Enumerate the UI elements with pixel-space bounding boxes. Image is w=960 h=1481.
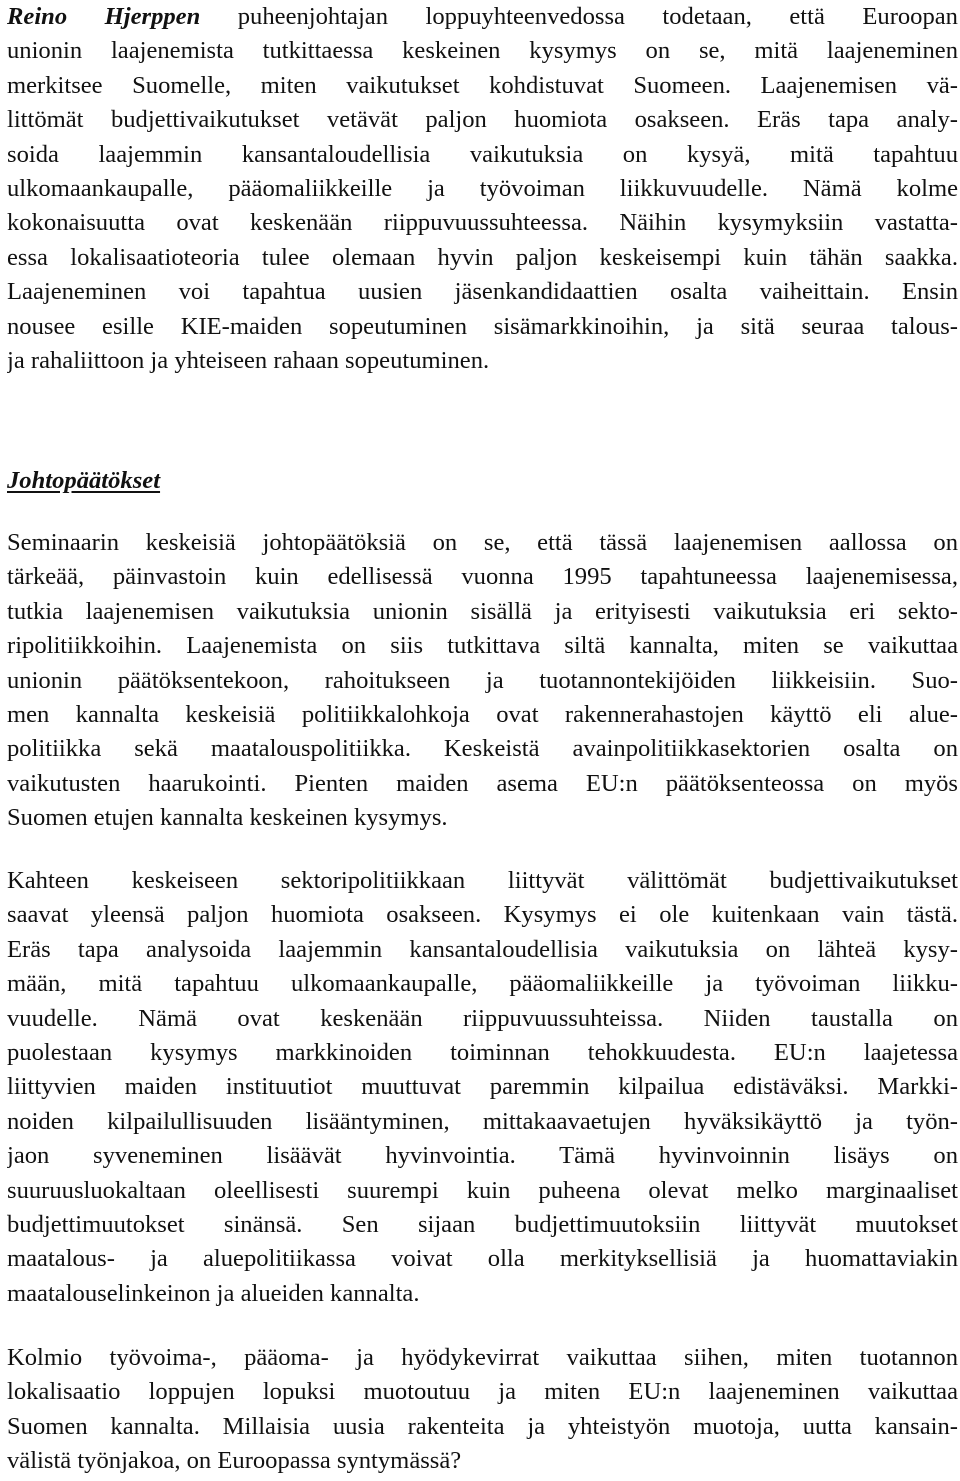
paragraph-line: saavat yleensä paljon huomiota osakseen. Kysymys ei ole kuitenkaan vain tästä. xyxy=(7,901,958,929)
paragraph-line: noiden kilpailullisuuden lisääntyminen, mittakaavaetujen hyväksikäyttö ja työn- xyxy=(7,1107,958,1135)
paragraph-line: puolestaan kysymys markkinoiden toiminnan tehokkuudesta. EU:n laajetessa xyxy=(7,1038,958,1066)
paragraph-line: Seminaarin keskeisiä johtopäätöksiä on se, että tässä laajenemisen aallossa on xyxy=(7,529,958,556)
paragraph-line: unionin päätöksentekoon, rahoitukseen ja tuotannontekijöiden liikkeisiin. Suo- xyxy=(7,666,958,694)
paragraph-line: maatalous- ja aluepolitiikassa voivat olla merkityksellisiä ja huomattaviakin xyxy=(7,1245,958,1273)
paragraph-line: budjettimuutokset sinänsä. Sen sijaan budjettimuutoksiin liittyvät muutokset xyxy=(7,1210,958,1238)
author-name: Reino Hjerppen xyxy=(7,3,201,30)
paragraph-line: tutkia laajenemisen vaikutuksia unionin sisällä ja erityisesti vaikutuksia eri sekto- xyxy=(7,597,958,625)
paragraph-line xyxy=(7,0,958,34)
paragraph-line: jaon syveneminen lisäävät hyvinvointia. Tämä hyvinvoinnin lisäys on xyxy=(7,1142,958,1170)
paragraph-line: unionin laajenemista tutkittaessa keskeinen kysymys on se, mitä laajeneminen xyxy=(7,37,958,65)
paragraph-line: välistä työnjakoa, on Euroopassa syntymässä? xyxy=(7,1447,462,1475)
paragraph-line: ja rahaliittoon ja yhteiseen rahaan sopeutuminen. xyxy=(7,346,490,374)
paragraph-line: Suomen kannalta. Millaisia uusia rakenteita ja yhteistyön muotoja, uutta kansain- xyxy=(7,1412,958,1440)
paragraph-line: kokonaisuutta ovat keskenään riippuvuussuhteessa. Näihin kysymyksiin vastatta- xyxy=(7,209,958,237)
paragraph-line: lokalisaatio loppujen lopuksi muotoutuu ja miten EU:n laajeneminen vaikuttaa xyxy=(7,1378,958,1406)
conclusions-paragraph-2 xyxy=(7,864,958,1311)
conclusions-paragraph-1 xyxy=(7,526,958,836)
paragraph-line: littömät budjettivaikutukset vetävät paljon huomiota osakseen. Eräs tapa analy- xyxy=(7,106,958,134)
paragraph-line: mään, mitä tapahtuu ulkomaankaupalle, pääomaliikkeille ja työvoiman liikku- xyxy=(7,970,958,998)
paragraph-line: Kahteen keskeiseen sektoripolitiikkaan liittyvät välittömät budjettivaikutukset xyxy=(7,867,958,894)
paragraph-line: vuudelle. Nämä ovat keskenään riippuvuussuhteissa. Niiden taustalla on xyxy=(7,1004,958,1032)
paragraph-line: Eräs tapa analysoida laajemmin kansantaloudellisia vaikutuksia on lähteä kysy- xyxy=(7,935,958,963)
paragraph-line: men kannalta keskeisiä politiikkalohkoja ovat rakennerahastojen käyttö eli alue- xyxy=(7,700,958,728)
paragraph-line: Suomen etujen kannalta keskeinen kysymys. xyxy=(7,804,448,832)
paragraph-line: ripolitiikkoihin. Laajenemista on siis tutkittava siltä kannalta, miten se vaikuttaa xyxy=(7,632,958,660)
paragraph-line: soida laajemmin kansantaloudellisia vaikutuksia on kysyä, mitä tapahtuu xyxy=(7,140,958,168)
paragraph-line: tärkeää, päinvastoin kuin edellisessä vuonna 1995 tapahtuneessa laajenemisessa, xyxy=(7,563,958,591)
paragraph-line: suuruusluokaltaan oleellisesti suurempi kuin puheena olevat melko marginaaliset xyxy=(7,1176,958,1204)
paragraph-line: vaikutusten haarukointi. Pienten maiden asema EU:n päätöksenteossa on myös xyxy=(7,769,958,797)
paragraph-line: ulkomaankaupalle, pääomaliikkeille ja työvoiman liikkuvuudelle. Nämä kolme xyxy=(7,174,958,202)
paragraph-line: essa lokalisaatioteoria tulee olemaan hyvin paljon keskeisempi kuin tähän saakka. xyxy=(7,243,958,271)
intro-paragraph xyxy=(7,0,958,378)
section-heading: Johtopäätökset xyxy=(7,467,161,494)
paragraph-line: merkitsee Suomelle, miten vaikutukset kohdistuvat Suomeen. Laajenemisen vä- xyxy=(7,71,958,99)
line-text: puheenjohtajan loppuyhteenvedossa todetaan, että Euroopan xyxy=(200,3,958,30)
paragraph-line: nousee esille KIE-maiden sopeutuminen sisämarkkinoihin, ja sitä seuraa talous- xyxy=(7,312,958,340)
paragraph-line: Kolmio työvoima-, pääoma- ja hyödykevirrat vaikuttaa siihen, miten tuotannon xyxy=(7,1344,958,1371)
paragraph-line: liittyvien maiden instituutiot muuttuvat paremmin kilpailua edistäväksi. Markki- xyxy=(7,1073,958,1101)
paragraph-line: maatalouselinkeinon ja alueiden kannalta. xyxy=(7,1279,420,1307)
paragraph-line: politiikka sekä maatalouspolitiikka. Keskeistä avainpolitiikkasektorien osalta on xyxy=(7,735,958,763)
paragraph-line: Laajeneminen voi tapahtua uusien jäsenkandidaattien osalta vaiheittain. Ensin xyxy=(7,278,958,306)
conclusions-paragraph-3 xyxy=(7,1341,958,1479)
